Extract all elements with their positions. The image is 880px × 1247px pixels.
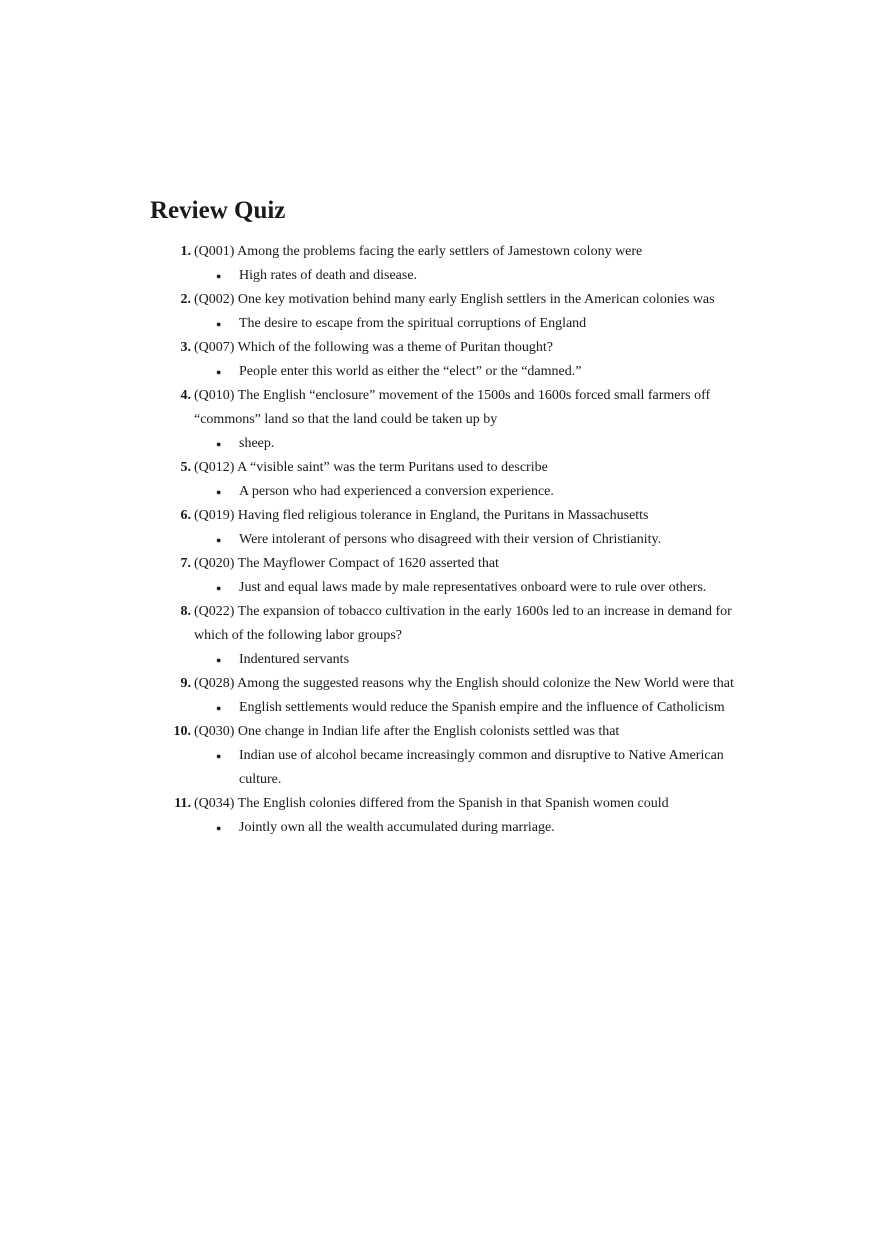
question-text: (Q002) One key motivation behind many early English settlers in the American colonies was [194, 292, 715, 307]
answer-item [194, 528, 740, 552]
quiz-question [150, 336, 740, 384]
answer-list [194, 744, 740, 792]
answer-item [194, 264, 740, 288]
question-text: (Q020) The Mayflower Compact of 1620 asserted that [194, 556, 499, 571]
answer-list [194, 432, 740, 456]
quiz-question [150, 600, 740, 672]
quiz-question [150, 720, 740, 792]
question-text: (Q012) A “visible saint” was the term Puritans used to describe [194, 460, 548, 475]
bullet-icon: ● [216, 655, 222, 665]
question-text: (Q028) Among the suggested reasons why the English should colonize the New World were that [194, 676, 734, 691]
page-title: Review Quiz [150, 197, 286, 224]
quiz-question [150, 672, 740, 720]
bullet-icon: ● [216, 439, 222, 449]
quiz-question [150, 240, 740, 288]
question-number: 3. [180, 340, 191, 355]
question-text: (Q022) The expansion of tobacco cultivation in the early 1600s led to an increase in demand for which of the following labor groups? [194, 604, 732, 643]
answer-list [194, 360, 740, 384]
question-number: 10. [173, 724, 191, 739]
bullet-icon: ● [216, 751, 222, 761]
question-number: 1. [180, 244, 191, 259]
bullet-icon: ● [216, 703, 222, 713]
answer-item [194, 480, 740, 504]
quiz-question [150, 552, 740, 600]
answer-text: Jointly own all the wealth accumulated during marriage. [239, 820, 555, 835]
answer-text: sheep. [239, 436, 275, 451]
answer-item [194, 744, 740, 792]
question-number: 11. [174, 796, 191, 811]
answer-list [194, 528, 740, 552]
answer-item [194, 576, 740, 600]
bullet-icon: ● [216, 823, 222, 833]
question-number: 9. [180, 676, 191, 691]
answer-text: People enter this world as either the “elect” or the “damned.” [239, 364, 582, 379]
answer-text: Were intolerant of persons who disagreed with their version of Christianity. [239, 532, 662, 547]
answer-list [194, 264, 740, 288]
bullet-icon: ● [216, 583, 222, 593]
answer-text: English settlements would reduce the Spanish empire and the influence of Catholicism [239, 700, 725, 715]
question-text: (Q034) The English colonies differed from the Spanish in that Spanish women could [194, 796, 669, 811]
question-number: 2. [180, 292, 191, 307]
bullet-icon: ● [216, 535, 222, 545]
answer-text: Indentured servants [239, 652, 350, 667]
question-number: 4. [180, 388, 191, 403]
bullet-icon: ● [216, 367, 222, 377]
question-text: (Q001) Among the problems facing the early settlers of Jamestown colony were [194, 244, 643, 259]
question-text: (Q019) Having fled religious tolerance in England, the Puritans in Massachusetts [194, 508, 649, 523]
quiz-question [150, 792, 740, 840]
answer-text: Just and equal laws made by male representatives onboard were to rule over others. [239, 580, 707, 595]
answer-item [194, 312, 740, 336]
answer-text: The desire to escape from the spiritual corruptions of England [239, 316, 587, 331]
bullet-icon: ● [216, 271, 222, 281]
answer-list [194, 312, 740, 336]
answer-text: A person who had experienced a conversion experience. [239, 484, 554, 499]
answer-item [194, 696, 740, 720]
question-number: 7. [180, 556, 191, 571]
bullet-icon: ● [216, 487, 222, 497]
question-text: (Q030) One change in Indian life after the English colonists settled was that [194, 724, 620, 739]
answer-list [194, 816, 740, 840]
quiz-question [150, 504, 740, 552]
question-number: 8. [180, 604, 191, 619]
quiz-question-list [150, 240, 740, 840]
quiz-question [150, 288, 740, 336]
answer-list [194, 576, 740, 600]
answer-list [194, 696, 740, 720]
answer-item [194, 360, 740, 384]
answer-item [194, 816, 740, 840]
bullet-icon: ● [216, 319, 222, 329]
question-text: (Q010) The English “enclosure” movement of the 1500s and 1600s forced small farmers off “commons” land so that the land could be taken up by [194, 388, 711, 427]
answer-text: High rates of death and disease. [239, 268, 418, 283]
quiz-question [150, 384, 740, 456]
answer-text: Indian use of alcohol became increasingly common and disruptive to Native American culture. [239, 748, 724, 787]
quiz-question [150, 456, 740, 504]
answer-list [194, 480, 740, 504]
answer-list [194, 648, 740, 672]
answer-item [194, 432, 740, 456]
answer-item [194, 648, 740, 672]
question-number: 5. [180, 460, 191, 475]
question-text: (Q007) Which of the following was a theme of Puritan thought? [194, 340, 553, 355]
question-number: 6. [180, 508, 191, 523]
